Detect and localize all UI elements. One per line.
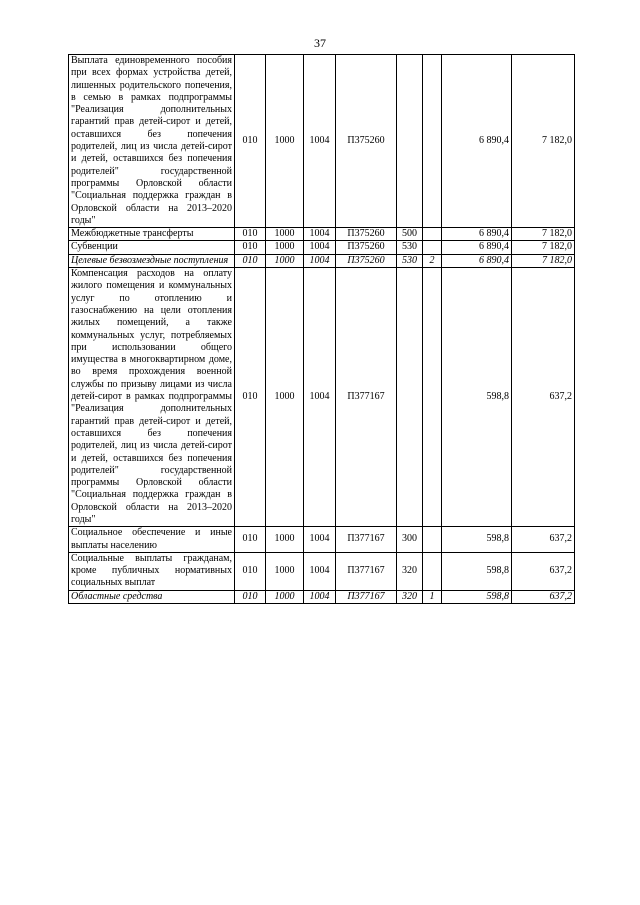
table-row: [69, 268, 575, 527]
target-article-cell: П377167: [336, 590, 397, 603]
funding-source-cell: 1: [423, 590, 442, 603]
grbs-cell: 010: [235, 268, 266, 527]
amount-year2-cell: 7 182,0: [512, 241, 575, 254]
section-cell: 1000: [266, 241, 304, 254]
target-article-cell: П375260: [336, 55, 397, 228]
row-name: Социальное обеспечение и иные выплаты населению: [69, 527, 235, 553]
section-cell: 1000: [266, 527, 304, 553]
subsection-cell: 1004: [304, 268, 336, 527]
subsection-cell: 1004: [304, 241, 336, 254]
section-cell: 1000: [266, 268, 304, 527]
expense-type-cell: 320: [397, 590, 423, 603]
amount-year1-cell: 6 890,4: [442, 254, 512, 267]
subsection-cell: 1004: [304, 228, 336, 241]
funding-source-cell: 2: [423, 254, 442, 267]
amount-year2-cell: 7 182,0: [512, 55, 575, 228]
table-row: [69, 241, 575, 254]
budget-table: [68, 54, 575, 604]
target-article-cell: П375260: [336, 254, 397, 267]
row-name: Выплата единовременного пособия при всех формах устройства детей, лишенных родительского попечения, в семью в рамках подпрограммы "Реализация дополнительных гарантий прав детей-сирот и детей, оставшихся без попечения родителей, лиц из числа детей-сирот и детей, оставшихся без попечения родителей" государственной программы Орловской области "Социальная поддержка граждан в Орловской области на 2013–2020 годы": [69, 55, 235, 228]
subsection-cell: 1004: [304, 55, 336, 228]
table-row: [69, 590, 575, 603]
amount-year1-cell: 6 890,4: [442, 228, 512, 241]
target-article-cell: П377167: [336, 268, 397, 527]
amount-year1-cell: 598,8: [442, 268, 512, 527]
grbs-cell: 010: [235, 590, 266, 603]
grbs-cell: 010: [235, 241, 266, 254]
section-cell: 1000: [266, 590, 304, 603]
expense-type-cell: 300: [397, 527, 423, 553]
amount-year2-cell: 637,2: [512, 590, 575, 603]
funding-source-cell: [423, 241, 442, 254]
funding-source-cell: [423, 268, 442, 527]
grbs-cell: 010: [235, 552, 266, 590]
amount-year2-cell: 637,2: [512, 527, 575, 553]
target-article-cell: П377167: [336, 552, 397, 590]
amount-year1-cell: 598,8: [442, 552, 512, 590]
amount-year2-cell: 7 182,0: [512, 254, 575, 267]
target-article-cell: П375260: [336, 241, 397, 254]
table-row: [69, 254, 575, 267]
subsection-cell: 1004: [304, 527, 336, 553]
funding-source-cell: [423, 552, 442, 590]
table-row: [69, 552, 575, 590]
subsection-cell: 1004: [304, 254, 336, 267]
expense-type-cell: 500: [397, 228, 423, 241]
row-name: Целевые безвозмездные поступления: [69, 254, 235, 267]
section-cell: 1000: [266, 254, 304, 267]
expense-type-cell: [397, 268, 423, 527]
expense-type-cell: 530: [397, 254, 423, 267]
grbs-cell: 010: [235, 254, 266, 267]
funding-source-cell: [423, 55, 442, 228]
amount-year2-cell: 637,2: [512, 268, 575, 527]
section-cell: 1000: [266, 55, 304, 228]
table-row: [69, 527, 575, 553]
funding-source-cell: [423, 527, 442, 553]
subsection-cell: 1004: [304, 590, 336, 603]
grbs-cell: 010: [235, 55, 266, 228]
section-cell: 1000: [266, 552, 304, 590]
amount-year1-cell: 6 890,4: [442, 55, 512, 228]
amount-year1-cell: 598,8: [442, 527, 512, 553]
page-number: 37: [314, 36, 326, 50]
amount-year1-cell: 598,8: [442, 590, 512, 603]
target-article-cell: П377167: [336, 527, 397, 553]
funding-source-cell: [423, 228, 442, 241]
expense-type-cell: 530: [397, 241, 423, 254]
target-article-cell: П375260: [336, 228, 397, 241]
amount-year1-cell: 6 890,4: [442, 241, 512, 254]
row-name: Компенсация расходов на оплату жилого помещения и коммунальных услуг по отоплению и газоснабжению на цели отопления жилых помещений, а также коммунальных услуг, потребляемых при использовании общего имущества в многоквартирном доме, во время прохождения военной службы по призыву лицами из числа детей-сирот в рамках подпрограммы "Реализация дополнительных гарантий прав детей-сирот и детей, оставшихся без попечения родителей, лиц из числа детей-сирот и детей, оставшихся без попечения родителей" государственной программы Орловской области "Социальная поддержка граждан в Орловской области на 2013–2020 годы": [69, 268, 235, 527]
expense-type-cell: [397, 55, 423, 228]
row-name: Социальные выплаты гражданам, кроме публичных нормативных социальных выплат: [69, 552, 235, 590]
table-row: [69, 55, 575, 228]
amount-year2-cell: 7 182,0: [512, 228, 575, 241]
grbs-cell: 010: [235, 228, 266, 241]
expense-type-cell: 320: [397, 552, 423, 590]
amount-year2-cell: 637,2: [512, 552, 575, 590]
row-name: Субвенции: [69, 241, 235, 254]
subsection-cell: 1004: [304, 552, 336, 590]
grbs-cell: 010: [235, 527, 266, 553]
row-name: Межбюджетные трансферты: [69, 228, 235, 241]
section-cell: 1000: [266, 228, 304, 241]
row-name: Областные средства: [69, 590, 235, 603]
table-row: [69, 228, 575, 241]
